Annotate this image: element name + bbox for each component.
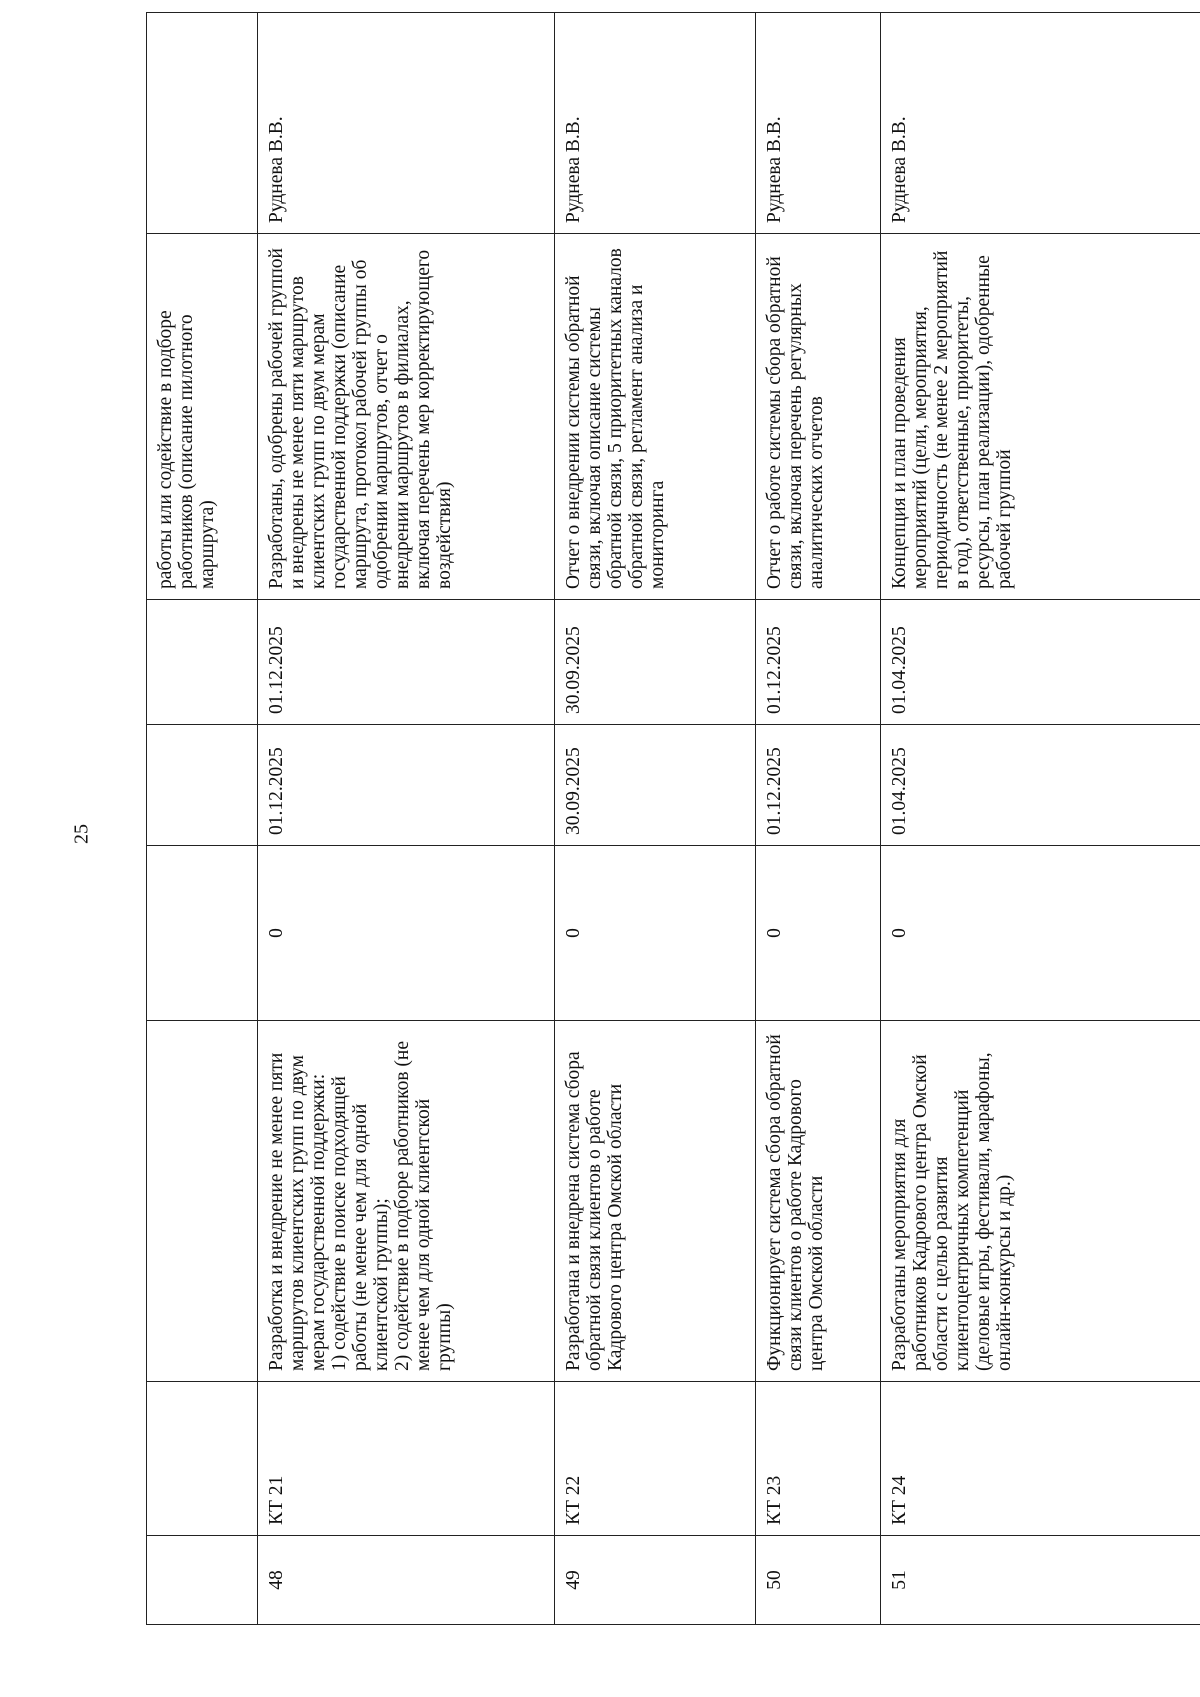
cell-num: 50: [756, 1536, 881, 1625]
cell-result: Отчет о работе системы сбора обратной связи, включая перечень регулярных аналитических отчетов: [756, 234, 881, 600]
cell-date-fact: [147, 600, 258, 725]
cell-date-plan: [147, 725, 258, 846]
cell-name: [147, 1021, 258, 1382]
table-row: [555, 13, 756, 1625]
cell-date-fact: 30.09.2025: [555, 600, 756, 725]
cell-date-fact: 01.12.2025: [258, 600, 555, 725]
cell-num: 49: [555, 1536, 756, 1625]
page-number: 25: [70, 824, 93, 844]
cell-responsible: Руднева В.В.: [881, 13, 1200, 234]
cell-name: Разработана и внедрена система сбора обратной связи клиентов о работе Кадрового центра Омской области: [555, 1021, 756, 1382]
cell-result: Разработаны, одобрены рабочей группой и внедрены не менее пяти маршрутов клиентских групп по двум мерам государственной поддержки (описание маршрута, протокол рабочей группы об одобрении маршрутов, отчет о внедрении маршрутов в филиалах, включая перечень мер корректирующего воздействия): [258, 234, 555, 600]
cell-code: [147, 1382, 258, 1536]
cell-date-plan: 01.12.2025: [756, 725, 881, 846]
cell-date-plan: 01.12.2025: [258, 725, 555, 846]
cell-code: КТ 22: [555, 1382, 756, 1536]
cell-code: КТ 21: [258, 1382, 555, 1536]
cell-responsible: Руднева В.В.: [555, 13, 756, 234]
cell-result: работы или содействие в подборе работников (описание пилотного маршрута): [147, 234, 258, 600]
cell-num: [147, 1536, 258, 1625]
cell-base: 0: [881, 846, 1200, 1021]
cell-responsible: Руднева В.В.: [258, 13, 555, 234]
cell-responsible: [147, 13, 258, 234]
cell-base: 0: [258, 846, 555, 1021]
cell-base: 0: [555, 846, 756, 1021]
cell-date-fact: 01.04.2025: [881, 600, 1200, 725]
cell-num: 51: [881, 1536, 1200, 1625]
control-points-table: [146, 12, 1200, 1625]
cell-result: Концепция и план проведения мероприятий (цели, мероприятия, периодичность (не менее 2 мероприятий в год), ответственные, приоритеты, ресурсы, план реализации), одобренные рабочей группой: [881, 234, 1200, 600]
table-row-continuation: [147, 13, 258, 1625]
cell-base: 0: [756, 846, 881, 1021]
cell-name: Функционирует система сбора обратной связи клиентов о работе Кадрового центра Омской области: [756, 1021, 881, 1382]
cell-responsible: Руднева В.В.: [756, 13, 881, 234]
cell-date-plan: 01.04.2025: [881, 725, 1200, 846]
cell-num: 48: [258, 1536, 555, 1625]
cell-code: КТ 24: [881, 1382, 1200, 1536]
cell-code: КТ 23: [756, 1382, 881, 1536]
cell-date-fact: 01.12.2025: [756, 600, 881, 725]
table-row: [258, 13, 555, 1625]
cell-result: Отчет о внедрении системы обратной связи, включая описание системы обратной связи, 5 приоритетных каналов обратной связи, регламент анализа и мониторинга: [555, 234, 756, 600]
rotated-table-container: [146, 13, 1194, 1625]
table-row: [881, 13, 1200, 1625]
table-row: [756, 13, 881, 1625]
cell-base: [147, 846, 258, 1021]
cell-name: Разработка и внедрение не менее пяти маршрутов клиентских групп по двум мерам государственной поддержки: 1) содействие в поиске подходящей работы (не менее чем для одной клиентской группы); 2) содействие в подборе работников (не менее чем для одной клиентской группы): [258, 1021, 555, 1382]
cell-date-plan: 30.09.2025: [555, 725, 756, 846]
cell-name: Разработаны мероприятия для работников Кадрового центра Омской области с целью развития клиентоцентричных компетенций (деловые игры, фестивали, марафоны, онлайн-конкурсы и др.): [881, 1021, 1200, 1382]
